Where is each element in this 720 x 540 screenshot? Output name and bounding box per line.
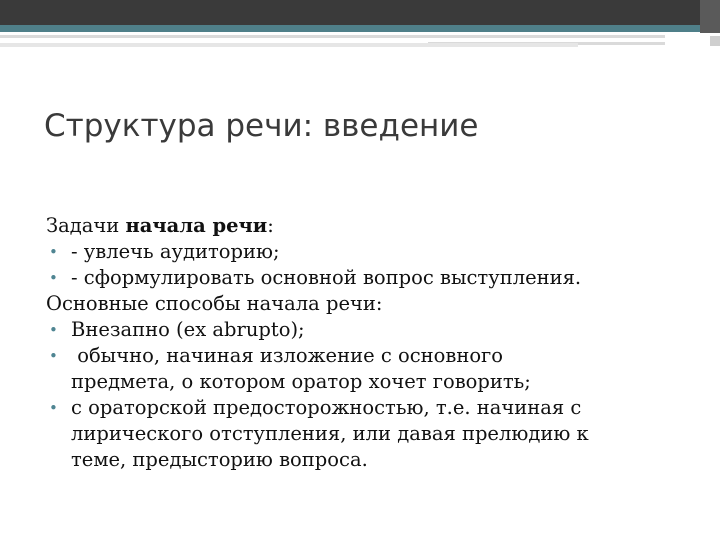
list-item-text: с ораторской предосторожностью, т.е. начиная с: [71, 396, 582, 419]
bullet-icon: •: [49, 269, 58, 287]
decor-line: [0, 43, 578, 47]
top-band: [0, 0, 720, 25]
intro-prefix: Задачи: [46, 214, 126, 237]
list-item-text: Внезапно (ex abrupto);: [71, 318, 305, 341]
list-item: [46, 343, 706, 395]
list-item: [46, 239, 706, 265]
slide-title: Структура речи: введение: [44, 108, 479, 144]
list-item: [46, 265, 706, 291]
list-item-text: - сформулировать основной вопрос выступления.: [71, 266, 582, 289]
list-item-text: теме, предысторию вопроса.: [71, 448, 368, 471]
decor-line: [0, 35, 665, 38]
decor-line: [710, 36, 720, 46]
teal-band: [0, 25, 700, 32]
methods-heading: Основные способы начала речи:: [46, 292, 383, 315]
intro-bold: начала речи: [125, 214, 268, 237]
bullet-icon: •: [49, 399, 58, 417]
bullet-icon: •: [49, 243, 58, 261]
bullet-icon: •: [49, 347, 58, 365]
list-item-text: - увлечь аудиторию;: [71, 240, 280, 263]
intro-text: [46, 213, 706, 239]
bullet-icon: •: [49, 321, 58, 339]
list-item: [46, 317, 706, 343]
list-item-text: лирического отступления, или давая прелюдию к: [71, 422, 589, 445]
intro-suffix: :: [267, 214, 274, 237]
corner-block: [700, 0, 720, 33]
slide-content: [46, 213, 706, 473]
list-item-text: предмета, о котором оратор хочет говорить;: [71, 370, 531, 393]
list-item: [46, 395, 706, 473]
list-item-text: обычно, начиная изложение с основного: [71, 344, 504, 367]
